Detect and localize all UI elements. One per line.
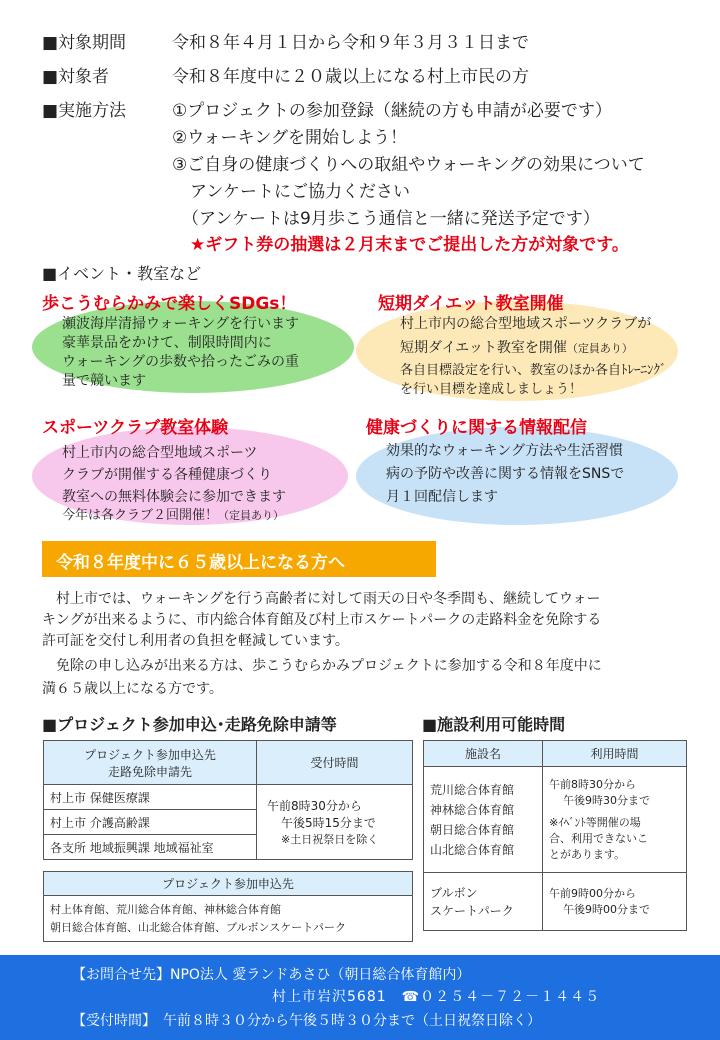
- method-step1: ①プロジェクトの参加登録（継続の方も申請が必要です）: [172, 101, 612, 121]
- apply-table-2: [43, 871, 413, 942]
- hours-facilities-2: ブルボン スケートパーク: [424, 873, 543, 931]
- period-label: ■対象期間: [42, 33, 127, 53]
- event-line: 瀬波海岸清掃ウォーキングを行います: [62, 316, 300, 332]
- event-title-diet: 短期ダイエット教室開催: [378, 294, 564, 314]
- apply-table-2-header: プロジェクト参加申込先: [44, 872, 413, 896]
- event-title-club: スポーツクラブ教室体験: [42, 418, 229, 438]
- method-label: ■実施方法: [42, 101, 127, 121]
- event-line: クラブが開催する各種健康づくり: [62, 467, 272, 483]
- period-text: 令和８年４月１日から令和９年３月３１日まで: [172, 33, 529, 53]
- hours-time-header: 利用時間: [543, 741, 687, 767]
- gift-note: ★ギフト券の抽選は２月末までご提出した方が対象です。: [190, 235, 629, 255]
- event-line: を行い目標を達成しましょう！: [400, 382, 583, 397]
- footer-contact-line: 【お問合せ先】NPO法人 愛ランドあさひ（朝日総合体育館内）: [72, 967, 471, 983]
- event-title-sdgs: 歩こうむらかみで楽しくSDGs！: [42, 294, 297, 314]
- event-line: 病の予防や改善に関する情報をSNSで: [386, 466, 625, 482]
- hours-table: [423, 740, 687, 931]
- event-line: 短期ダイエット教室を開催（定員あり）: [400, 340, 633, 356]
- apply-table-header: プロジェクト参加申込先 走路免除申請先: [44, 741, 257, 785]
- footer-hours-line: 【受付時間】 午前８時３０分から午後５時３０分まで（土日祝祭日除く）: [72, 1013, 541, 1029]
- event-line: 今年は各クラブ２回開催！（定員あり）: [62, 508, 285, 523]
- apply-place: 各支所 地域振興課 地域福祉室: [44, 835, 257, 860]
- event-title-info: 健康づくりに関する情報配信: [366, 418, 587, 438]
- apply-time-cell: 午前8時30分から 午後5時15分まで ※土日祝祭日を除く: [257, 785, 413, 860]
- apply-place: 村上市 保健医療課: [44, 785, 257, 810]
- apply-table-2-body: 村上体育館、荒川総合体育館、神林総合体育館 朝日総合体育館、山北総合体育館、ブルボンスケートパーク: [44, 896, 413, 942]
- contact-footer: [0, 955, 720, 1040]
- event-line: 豪華景品をかけて、制限時間内に: [62, 335, 272, 351]
- method-step3-cont: アンケートにご協力ください: [190, 182, 410, 202]
- hours-time-1: 午前8時30分から 午後9時30分まで ※ｲﾍﾞﾝﾄ等開催の場 合、利用できないこ とがあります。: [543, 767, 687, 873]
- event-line: 教室への無料体験会に参加できます: [62, 489, 286, 505]
- hours-facilities-1: 荒川総合体育館 神林総合体育館 朝日総合体育館 山北総合体育館: [424, 767, 543, 873]
- body-paragraph-line: 満６５歳以上になる方です。: [42, 681, 223, 697]
- event-line: 効果的なウォーキング方法や生活習慣: [386, 443, 624, 459]
- method-step3: ③ご自身の健康づくりへの取組やウォーキングの効果について: [172, 155, 645, 175]
- apply-table: [43, 740, 413, 860]
- event-line: ウォーキングの歩数や拾ったごみの重: [62, 354, 300, 370]
- footer-address-line: 村上市岩沢5681 ☎０２５４－７２－１４４５: [272, 989, 601, 1005]
- event-line: 各自目標設定を行い、教室のほか各自ﾄﾚｰﾆﾝｸﾞ: [400, 363, 667, 378]
- senior-banner: [42, 541, 436, 577]
- apply-place: 村上市 介護高齢課: [44, 810, 257, 835]
- body-paragraph-line: 村上市では、ウォーキングを行う高齢者に対して雨天の日や冬季間も、継続してウォー: [42, 591, 601, 607]
- target-text: 令和８年度中に２０歳以上になる村上市民の方: [172, 67, 529, 87]
- event-line: 村上市内の総合型地域スポーツクラブが: [400, 316, 652, 332]
- event-line: 村上市内の総合型地域スポーツ: [62, 445, 258, 461]
- events-heading: ■イベント・教室など: [42, 264, 202, 283]
- target-label: ■対象者: [42, 67, 110, 87]
- apply-heading: ■プロジェクト参加申込･走路免除申請等: [42, 715, 337, 734]
- senior-banner-text: 令和８年度中に６５歳以上になる方へ: [56, 553, 345, 573]
- survey-note: （アンケートは9月歩こう通信と一緒に発送予定です）: [182, 209, 600, 229]
- hours-facility-header: 施設名: [424, 741, 543, 767]
- body-paragraph-line: 許可証を交付し利用者の負担を軽減しています。: [42, 633, 349, 649]
- method-step2: ②ウォーキングを開始しよう！: [172, 128, 408, 148]
- body-paragraph-line: 免除の申し込みが出来る方は、歩こうむらかみプロジェクトに参加する令和８年度中に: [42, 658, 602, 674]
- hours-time-2: 午前9時00分から 午後9時00分まで: [543, 873, 687, 931]
- body-paragraph-line: キングが出来るように、市内総合体育館及び村上市スケートパークの走路料金を免除する: [42, 612, 602, 628]
- apply-time-header: 受付時間: [257, 741, 413, 785]
- event-line: 月１回配信します: [386, 489, 498, 505]
- hours-heading: ■施設利用可能時間: [422, 715, 566, 734]
- event-line: 量で競います: [62, 373, 146, 389]
